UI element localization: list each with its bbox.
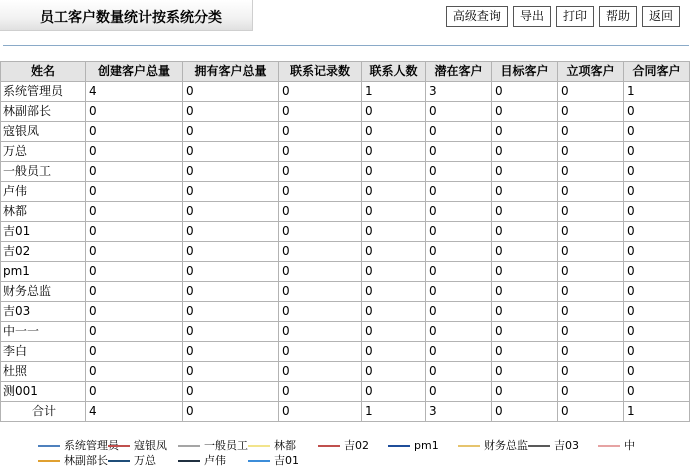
employee-name-cell: 吉03	[1, 302, 86, 322]
table-row	[1, 282, 690, 302]
legend-label: 吉02	[344, 439, 369, 452]
count-cell: 0	[492, 142, 558, 162]
count-cell: 0	[279, 242, 362, 262]
count-cell: 0	[492, 322, 558, 342]
count-cell: 0	[426, 102, 492, 122]
employee-name-cell: 一般员工	[1, 162, 86, 182]
table-row	[1, 262, 690, 282]
count-cell: 0	[492, 242, 558, 262]
legend-label: pm1	[414, 439, 439, 452]
legend-label: 财务总监	[484, 439, 528, 452]
count-cell: 0	[362, 362, 426, 382]
count-cell: 0	[558, 82, 624, 102]
employee-name-cell: 系统管理员	[1, 82, 86, 102]
legend-label: 林都	[274, 439, 296, 452]
count-cell: 0	[492, 182, 558, 202]
column-header[interactable]: 联系人数	[362, 62, 426, 82]
legend-swatch-icon	[458, 445, 480, 447]
count-cell: 0	[86, 222, 183, 242]
chart-legend	[38, 438, 692, 470]
count-cell: 0	[279, 202, 362, 222]
count-cell: 0	[183, 322, 279, 342]
count-cell: 0	[426, 122, 492, 142]
count-cell: 0	[558, 142, 624, 162]
export-button[interactable]: 导出	[513, 6, 551, 27]
count-cell: 0	[86, 382, 183, 402]
count-cell: 0	[624, 142, 690, 162]
count-cell: 0	[279, 222, 362, 242]
table-row	[1, 242, 690, 262]
back-button[interactable]: 返回	[642, 6, 680, 27]
count-cell: 0	[183, 362, 279, 382]
table-row	[1, 302, 690, 322]
count-cell: 0	[86, 242, 183, 262]
count-cell: 0	[183, 122, 279, 142]
legend-swatch-icon	[528, 445, 550, 447]
count-cell: 0	[624, 262, 690, 282]
count-cell: 0	[86, 202, 183, 222]
legend-item[interactable]	[38, 438, 119, 453]
table-row	[1, 82, 690, 102]
print-button[interactable]: 打印	[556, 6, 594, 27]
count-cell: 0	[624, 322, 690, 342]
count-cell: 0	[183, 262, 279, 282]
count-cell: 0	[624, 382, 690, 402]
count-cell: 0	[183, 342, 279, 362]
count-cell: 0	[492, 282, 558, 302]
count-cell: 0	[426, 202, 492, 222]
table-row	[1, 342, 690, 362]
count-cell: 0	[426, 322, 492, 342]
count-cell: 0	[362, 102, 426, 122]
count-cell: 0	[279, 102, 362, 122]
count-cell: 0	[362, 282, 426, 302]
help-button[interactable]: 帮助	[599, 6, 637, 27]
total-label: 合计	[1, 402, 86, 422]
count-cell: 0	[86, 362, 183, 382]
employee-name-cell: 吉01	[1, 222, 86, 242]
count-cell: 0	[362, 222, 426, 242]
count-cell: 0	[558, 102, 624, 122]
count-cell: 0	[492, 162, 558, 182]
count-cell: 0	[426, 182, 492, 202]
legend-item[interactable]	[388, 438, 458, 453]
count-cell: 0	[183, 202, 279, 222]
count-cell: 0	[426, 262, 492, 282]
count-cell: 0	[279, 362, 362, 382]
employee-name-cell: 财务总监	[1, 282, 86, 302]
column-header[interactable]: 目标客户	[492, 62, 558, 82]
count-cell: 0	[279, 302, 362, 322]
total-cell: 1	[624, 402, 690, 422]
table-row	[1, 142, 690, 162]
employee-name-cell: 寇银凤	[1, 122, 86, 142]
legend-label: 万总	[134, 454, 156, 467]
count-cell: 0	[279, 82, 362, 102]
table-row	[1, 222, 690, 242]
count-cell: 0	[426, 142, 492, 162]
count-cell: 0	[492, 302, 558, 322]
count-cell: 0	[362, 322, 426, 342]
count-cell: 0	[624, 162, 690, 182]
count-cell: 0	[86, 262, 183, 282]
count-cell: 0	[183, 282, 279, 302]
legend-swatch-icon	[248, 460, 270, 462]
legend-label: 吉01	[274, 454, 299, 467]
count-cell: 0	[426, 162, 492, 182]
count-cell: 0	[183, 182, 279, 202]
count-cell: 0	[86, 342, 183, 362]
legend-item[interactable]	[598, 438, 668, 453]
legend-row	[38, 438, 692, 453]
count-cell: 0	[362, 262, 426, 282]
table-row	[1, 362, 690, 382]
employee-name-cell: 林都	[1, 202, 86, 222]
employee-name-cell: 李白	[1, 342, 86, 362]
legend-label: 系统管理员	[64, 439, 119, 452]
column-header[interactable]: 姓名	[1, 62, 86, 82]
legend-item[interactable]	[318, 438, 388, 453]
count-cell: 0	[362, 302, 426, 322]
count-cell: 0	[492, 382, 558, 402]
column-header[interactable]: 创建客户总量	[86, 62, 183, 82]
header-divider	[3, 45, 689, 46]
count-cell: 0	[183, 162, 279, 182]
legend-item[interactable]	[178, 453, 248, 468]
legend-swatch-icon	[318, 445, 340, 447]
count-cell: 0	[183, 382, 279, 402]
count-cell: 0	[624, 122, 690, 142]
count-cell: 0	[558, 362, 624, 382]
count-cell: 0	[492, 342, 558, 362]
count-cell: 0	[183, 242, 279, 262]
legend-item[interactable]	[108, 438, 178, 453]
total-cell: 0	[279, 402, 362, 422]
table-row	[1, 102, 690, 122]
count-cell: 0	[492, 102, 558, 122]
count-cell: 3	[426, 82, 492, 102]
count-cell: 0	[279, 342, 362, 362]
legend-swatch-icon	[178, 460, 200, 462]
legend-swatch-icon	[388, 445, 410, 447]
count-cell: 0	[362, 202, 426, 222]
count-cell: 0	[183, 102, 279, 122]
count-cell: 0	[86, 102, 183, 122]
count-cell: 0	[624, 182, 690, 202]
legend-label: 吉03	[554, 439, 579, 452]
count-cell: 0	[558, 222, 624, 242]
count-cell: 1	[362, 82, 426, 102]
table-row	[1, 202, 690, 222]
count-cell: 0	[279, 182, 362, 202]
count-cell: 0	[558, 122, 624, 142]
count-cell: 0	[558, 282, 624, 302]
count-cell: 0	[86, 142, 183, 162]
count-cell: 0	[279, 382, 362, 402]
count-cell: 0	[558, 322, 624, 342]
toolbar	[446, 6, 680, 27]
legend-item[interactable]	[458, 438, 528, 453]
count-cell: 0	[492, 222, 558, 242]
count-cell: 0	[183, 82, 279, 102]
count-cell: 0	[624, 202, 690, 222]
legend-swatch-icon	[38, 460, 60, 462]
employee-name-cell: 测001	[1, 382, 86, 402]
count-cell: 0	[624, 102, 690, 122]
title-banner	[0, 0, 253, 31]
count-cell: 0	[426, 222, 492, 242]
count-cell: 0	[558, 242, 624, 262]
count-cell: 0	[183, 302, 279, 322]
count-cell: 0	[426, 242, 492, 262]
employee-name-cell: 杜照	[1, 362, 86, 382]
count-cell: 0	[558, 182, 624, 202]
count-cell: 0	[558, 202, 624, 222]
count-cell: 0	[426, 382, 492, 402]
legend-label: 卢伟	[204, 454, 226, 467]
count-cell: 0	[86, 282, 183, 302]
legend-swatch-icon	[108, 445, 130, 447]
legend-item[interactable]	[178, 438, 248, 453]
count-cell: 0	[279, 262, 362, 282]
total-cell: 3	[426, 402, 492, 422]
employee-name-cell: 卢伟	[1, 182, 86, 202]
total-cell: 1	[362, 402, 426, 422]
legend-label: 寇银凤	[134, 439, 167, 452]
count-cell: 0	[86, 302, 183, 322]
count-cell: 0	[279, 282, 362, 302]
count-cell: 0	[492, 362, 558, 382]
count-cell: 0	[362, 122, 426, 142]
total-row	[1, 402, 690, 422]
column-header[interactable]: 合同客户	[624, 62, 690, 82]
legend-label: 林副部长	[64, 454, 108, 467]
count-cell: 0	[624, 282, 690, 302]
count-cell: 0	[492, 122, 558, 142]
count-cell: 0	[426, 282, 492, 302]
count-cell: 0	[558, 162, 624, 182]
count-cell: 0	[624, 302, 690, 322]
legend-item[interactable]	[108, 453, 178, 468]
count-cell: 0	[279, 322, 362, 342]
count-cell: 0	[279, 142, 362, 162]
legend-row	[38, 453, 692, 468]
legend-item[interactable]	[38, 453, 108, 468]
count-cell: 0	[624, 242, 690, 262]
employee-name-cell: 中一一	[1, 322, 86, 342]
count-cell: 0	[426, 342, 492, 362]
column-header[interactable]: 潜在客户	[426, 62, 492, 82]
count-cell: 0	[279, 122, 362, 142]
stats-table	[0, 61, 690, 422]
table-row	[1, 322, 690, 342]
legend-swatch-icon	[108, 460, 130, 462]
count-cell: 0	[624, 222, 690, 242]
table-row	[1, 382, 690, 402]
legend-swatch-icon	[178, 445, 200, 447]
count-cell: 0	[624, 342, 690, 362]
count-cell: 0	[558, 342, 624, 362]
count-cell: 0	[492, 82, 558, 102]
header-row	[1, 62, 690, 82]
count-cell: 0	[426, 362, 492, 382]
count-cell: 0	[362, 242, 426, 262]
count-cell: 0	[558, 382, 624, 402]
advanced-search-button[interactable]: 高级查询	[446, 6, 508, 27]
count-cell: 0	[86, 182, 183, 202]
count-cell: 0	[279, 162, 362, 182]
legend-swatch-icon	[248, 445, 270, 447]
count-cell: 0	[362, 142, 426, 162]
count-cell: 0	[362, 342, 426, 362]
total-cell: 0	[492, 402, 558, 422]
count-cell: 4	[86, 82, 183, 102]
count-cell: 0	[362, 182, 426, 202]
count-cell: 1	[624, 82, 690, 102]
legend-item[interactable]	[528, 438, 598, 453]
count-cell: 0	[183, 142, 279, 162]
total-cell: 0	[558, 402, 624, 422]
legend-swatch-icon	[598, 445, 620, 447]
employee-name-cell: 万总	[1, 142, 86, 162]
column-header[interactable]: 联系记录数	[279, 62, 362, 82]
total-cell: 0	[183, 402, 279, 422]
count-cell: 0	[183, 222, 279, 242]
table-row	[1, 122, 690, 142]
count-cell: 0	[86, 122, 183, 142]
table-row	[1, 162, 690, 182]
legend-label: 中	[624, 439, 635, 452]
legend-item[interactable]	[248, 438, 318, 453]
page-title: 员工客户数量统计按系统分类	[40, 10, 222, 26]
legend-item[interactable]	[248, 453, 318, 468]
count-cell: 0	[624, 362, 690, 382]
employee-name-cell: pm1	[1, 262, 86, 282]
count-cell: 0	[86, 162, 183, 182]
count-cell: 0	[362, 382, 426, 402]
legend-label: 一般员工	[204, 439, 248, 452]
legend-swatch-icon	[38, 445, 60, 447]
count-cell: 0	[492, 202, 558, 222]
count-cell: 0	[426, 302, 492, 322]
employee-name-cell: 吉02	[1, 242, 86, 262]
column-header[interactable]: 立项客户	[558, 62, 624, 82]
total-cell: 4	[86, 402, 183, 422]
column-header[interactable]: 拥有客户总量	[183, 62, 279, 82]
count-cell: 0	[558, 262, 624, 282]
count-cell: 0	[362, 162, 426, 182]
employee-name-cell: 林副部长	[1, 102, 86, 122]
count-cell: 0	[492, 262, 558, 282]
table-row	[1, 182, 690, 202]
count-cell: 0	[86, 322, 183, 342]
count-cell: 0	[558, 302, 624, 322]
